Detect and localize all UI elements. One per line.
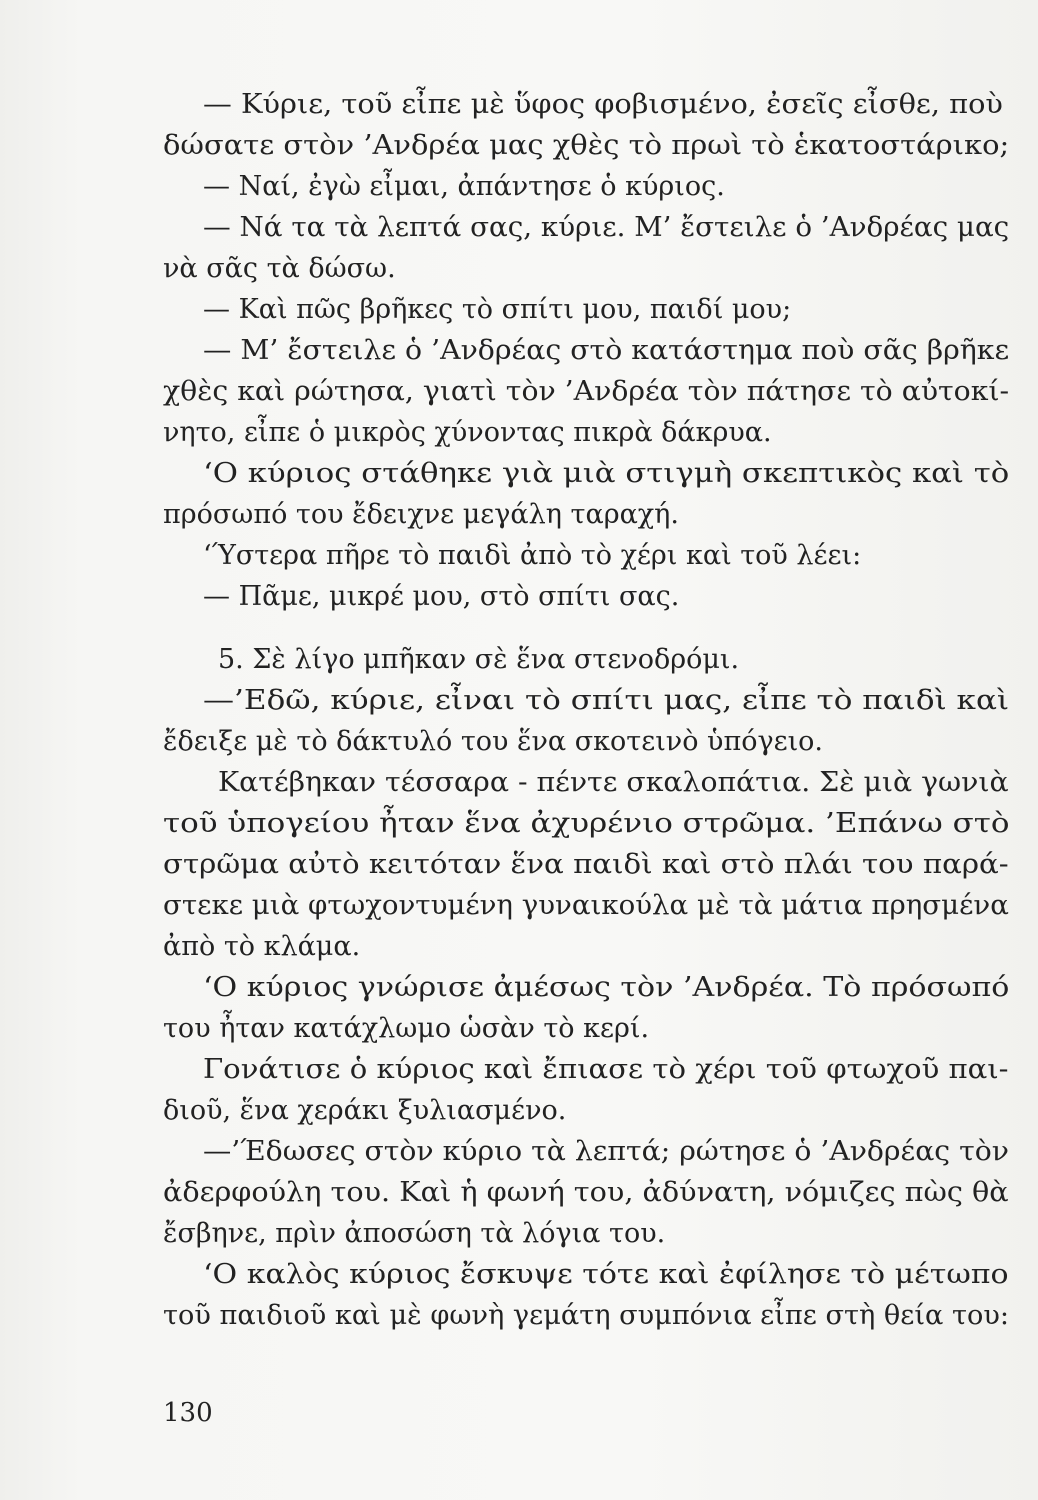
text-line: — Κύριε, τοῦ εἶπε μὲ ὕφος φοβισμένο, ἐσεῖς εἶσθε, ποὺ (203, 89, 1003, 120)
text-line: —’Εδῶ, κύριε, εἶναι τὸ σπίτι μας, εἶπε τὸ παιδὶ καὶ (203, 685, 1010, 716)
text-line: Γονάτισε ὁ κύριος καὶ ἔπιασε τὸ χέρι τοῦ φτωχοῦ παι- (203, 1054, 1009, 1085)
text-line: — Νά τα τὰ λεπτά σας, κύριε. Μ’ ἔστειλε ὁ ’Ανδρέας μας (203, 212, 1010, 243)
text-line: ἀπὸ τὸ κλάμα. (163, 931, 361, 962)
text-line: 5. Σὲ λίγο μπῆκαν σὲ ἕνα στενοδρόμι. (218, 644, 740, 675)
text-line: διοῦ, ἕνα χεράκι ξυλιασμένο. (163, 1095, 567, 1126)
text-line: τοῦ ὑπογείου ἦταν ἕνα ἀχυρένιο στρῶμα. ’Επάνω στὸ (163, 808, 1010, 839)
text-line: πρόσωπό του ἔδειχνε μεγάλη ταραχή. (163, 499, 679, 530)
text-line: — Καὶ πῶς βρῆκες τὸ σπίτι μου, παιδί μου; (203, 294, 792, 325)
page-number: 130 (163, 1398, 213, 1428)
text-line: ‘Ο καλὸς κύριος ἔσκυψε τότε καὶ ἐφίλησε τὸ μέτωπο (203, 1259, 1009, 1290)
text-line: στεκε μιὰ φτωχοντυμένη γυναικούλα μὲ τὰ μάτια πρησμένα (163, 890, 1009, 921)
text-line: του ἦταν κατάχλωμο ὡσὰν τὸ κερί. (163, 1013, 650, 1044)
text-line: — Πᾶμε, μικρέ μου, στὸ σπίτι σας. (203, 581, 680, 612)
text-line: ἀδερφούλη του. Καὶ ἡ φωνή του, ἀδύνατη, νόμιζες πὼς θὰ (163, 1177, 1009, 1208)
text-line: στρῶμα αὐτὸ κειτόταν ἕνα παιδὶ καὶ στὸ πλάι του παρά- (163, 849, 1009, 880)
text-line: Κατέβηκαν τέσσαρα - πέντε σκαλοπάτια. Σὲ μιὰ γωνιὰ (218, 767, 1009, 798)
text-line: ἔδειξε μὲ τὸ δάκτυλό του ἕνα σκοτεινὸ ὑπόγειο. (163, 726, 824, 757)
text-line: ‘Ύστερα πῆρε τὸ παιδὶ ἀπὸ τὸ χέρι καὶ τοῦ λέει: (203, 540, 862, 571)
text-line: ‘Ο κύριος γνώρισε ἀμέσως τὸν ’Ανδρέα. Τὸ πρόσωπό (203, 972, 1010, 1003)
text-line: νητο, εἶπε ὁ μικρὸς χύνοντας πικρὰ δάκρυα. (163, 417, 772, 448)
text-line: — Ναί, ἐγὼ εἶμαι, ἀπάντησε ὁ κύριος. (203, 171, 725, 202)
text-line: — Μ’ ἔστειλε ὁ ’Ανδρέας στὸ κατάστημα ποὺ σᾶς βρῆκε (203, 335, 1010, 366)
text-line: νὰ σᾶς τὰ δώσω. (163, 253, 396, 284)
text-line: —’Έδωσες στὸν κύριο τὰ λεπτά; ρώτησε ὁ ’Ανδρέας τὸν (203, 1136, 1009, 1167)
text-line: ‘Ο κύριος στάθηκε γιὰ μιὰ στιγμὴ σκεπτικὸς καὶ τὸ (203, 458, 1010, 489)
text-line: τοῦ παιδιοῦ καὶ μὲ φωνὴ γεμάτη συμπόνια εἶπε στὴ θεία του: (163, 1300, 1010, 1331)
text-line: ἔσβηνε, πρὶν ἀποσώση τὰ λόγια του. (163, 1218, 666, 1249)
text-line: δώσατε στὸν ’Ανδρέα μας χθὲς τὸ πρωὶ τὸ ἑκατοστάρικο; (163, 130, 1010, 161)
text-line: χθὲς καὶ ρώτησα, γιατὶ τὸν ’Ανδρέα τὸν πάτησε τὸ αὐτοκί- (163, 376, 1010, 407)
